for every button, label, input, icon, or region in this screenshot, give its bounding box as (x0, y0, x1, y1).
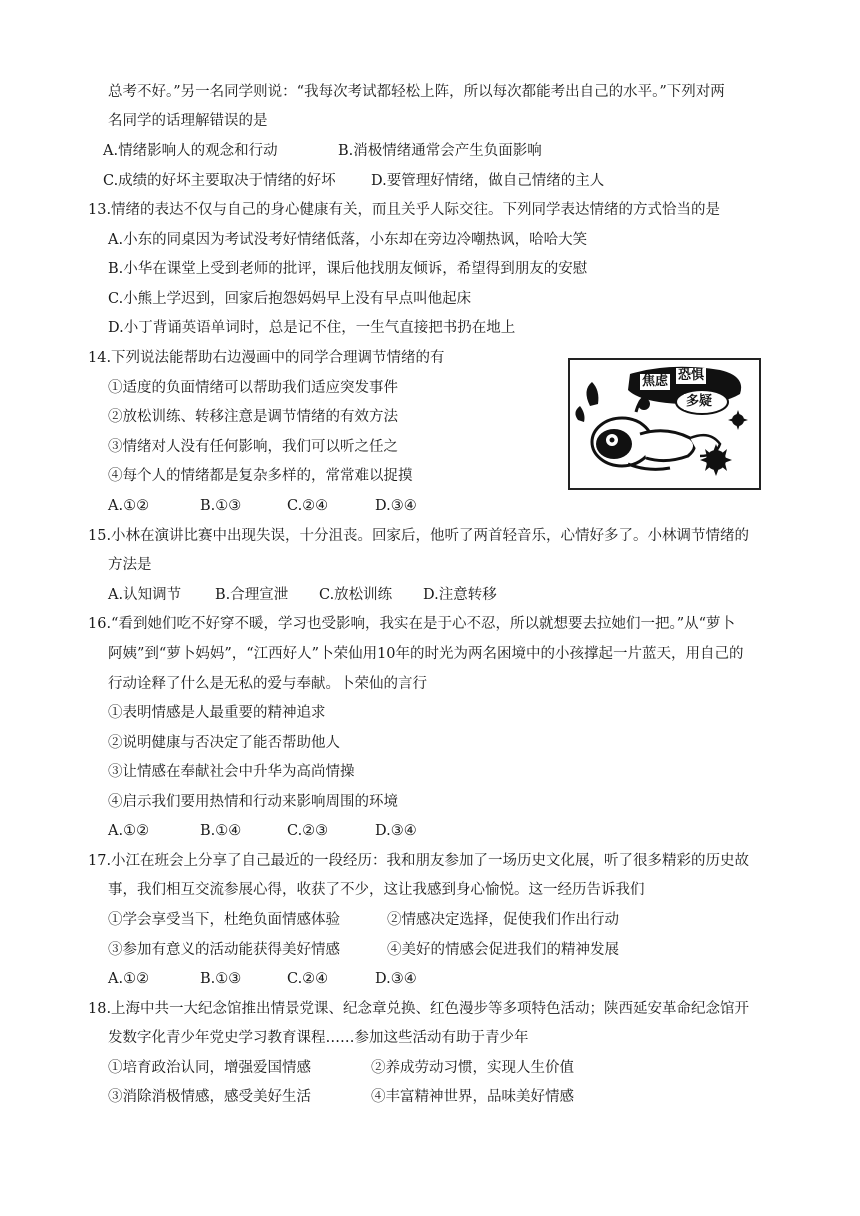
q13-option-d: D.小丁背诵英语单词时，总是记不住，一生气直接把书扔在地上 (108, 320, 516, 336)
q16-item-4: ④启示我们要用热情和行动来影响周围的环境 (108, 794, 398, 810)
q17-item-2: ②情感决定选择，促使我们作出行动 (387, 912, 619, 928)
q12-option-b: B.消极情绪通常会产生负面影响 (338, 143, 542, 159)
q14-cartoon-image (568, 358, 761, 490)
q12-option-a: A.情绪影响人的观念和行动 (103, 143, 278, 159)
q18-items-row-1 (0, 1058, 860, 1078)
q14-options (0, 496, 860, 516)
q14-item-1: ①适度的负面情绪可以帮助我们适应突发事件 (108, 380, 398, 396)
q15-option-d: D.注意转移 (423, 587, 497, 603)
cartoon-label-fear: 恐惧 (678, 368, 705, 383)
q17-items-row-1 (0, 910, 860, 930)
q15-option-c: C.放松训练 (319, 587, 393, 603)
q12-line-1: 总考不好。”另一名同学则说：“我每次考试都轻松上阵，所以每次都能考出自己的水平。”下列对两 (108, 84, 725, 100)
q15-option-b: B.合理宣泄 (215, 587, 289, 603)
q17-item-4: ④美好的情感会促进我们的精神发展 (387, 942, 619, 958)
q17-options (0, 969, 860, 989)
cartoon-label-suspicion: 多疑 (686, 394, 713, 409)
q13-option-b: B.小华在课堂上受到老师的批评，课后他找朋友倾诉，希望得到朋友的安慰 (108, 261, 588, 277)
q14-option-a: A.①② (108, 498, 150, 514)
q18-line-1: 18.上海中共一大纪念馆推出情景党课、纪念章兑换、红色漫步等多项特色活动；陕西延安革命纪念馆开 (88, 1001, 750, 1017)
q14-stem: 14.下列说法能帮助右边漫画中的同学合理调节情绪的有 (88, 350, 445, 366)
q17-items-row-2 (0, 940, 860, 960)
q12-option-c: C.成绩的好坏主要取决于情绪的好坏 (103, 173, 336, 189)
q18-item-2: ②养成劳动习惯，实现人生价值 (371, 1060, 574, 1076)
q16-item-2: ②说明健康与否决定了能否帮助他人 (108, 735, 340, 751)
q18-item-1: ①培育政治认同，增强爱国情感 (108, 1060, 311, 1076)
q14-option-b: B.①③ (200, 498, 242, 514)
q16-option-c: C.②③ (287, 823, 329, 839)
q18-items-row-2 (0, 1087, 860, 1107)
q12-option-d: D.要管理好情绪，做自己情绪的主人 (371, 173, 605, 189)
q17-line-1: 17.小江在班会上分享了自己最近的一段经历：我和朋友参加了一场历史文化展，听了很多精彩的历史故 (88, 853, 750, 869)
q18-line-2: 发数字化青少年党史学习教育课程……参加这些活动有助于青少年 (108, 1030, 529, 1046)
q12-options-row-1 (0, 141, 860, 161)
q18-item-3: ③消除消极情感，感受美好生活 (108, 1089, 311, 1105)
q17-item-3: ③参加有意义的活动能获得美好情感 (108, 942, 340, 958)
q16-line-1: 16.“看到她们吃不好穿不暖，学习也受影响，我实在是于心不忍，所以就想要去拉她们一把。”从“萝卜 (88, 616, 736, 632)
q14-item-2: ②放松训练、转移注意是调节情绪的有效方法 (108, 409, 398, 425)
q17-option-b: B.①③ (200, 971, 242, 987)
q16-item-1: ①表明情感是人最重要的精神追求 (108, 705, 326, 721)
q15-options (0, 585, 860, 605)
q16-item-3: ③让情感在奉献社会中升华为高尚情操 (108, 764, 355, 780)
q17-option-d: D.③④ (375, 971, 417, 987)
q15-option-a: A.认知调节 (108, 587, 182, 603)
q16-line-3: 行动诠释了什么是无私的爱与奉献。卜荣仙的言行 (108, 676, 427, 692)
q15-line-1: 15.小林在演讲比赛中出现失误，十分沮丧。回家后，他听了两首轻音乐，心情好多了。小林调节情绪的 (88, 528, 750, 544)
q15-line-2: 方法是 (108, 557, 152, 573)
q16-line-2: 阿姨”到“萝卜妈妈”，“江西好人”卜荣仙用10年的时光为两名困境中的小孩撑起一片蓝天，用自己的 (108, 646, 744, 662)
q18-item-4: ④丰富精神世界，品味美好情感 (371, 1089, 574, 1105)
q13-stem: 13.情绪的表达不仅与自己的身心健康有关，而且关乎人际交往。下列同学表达情绪的方式恰当的是 (88, 202, 721, 218)
q13-option-c: C.小熊上学迟到，回家后抱怨妈妈早上没有早点叫他起床 (108, 291, 472, 307)
cartoon-label-anxiety: 焦虑 (642, 374, 669, 389)
q14-item-3: ③情绪对人没有任何影响，我们可以听之任之 (108, 439, 398, 455)
q16-option-a: A.①② (108, 823, 150, 839)
q14-item-4: ④每个人的情绪都是复杂多样的，常常难以捉摸 (108, 468, 413, 484)
q17-line-2: 事，我们相互交流参展心得，收获了不少，这让我感到身心愉悦。这一经历告诉我们 (108, 882, 645, 898)
q14-option-d: D.③④ (375, 498, 417, 514)
q16-option-d: D.③④ (375, 823, 417, 839)
q13-option-a: A.小东的同桌因为考试没考好情绪低落，小东却在旁边冷嘲热讽，哈哈大笑 (108, 232, 588, 248)
q17-option-c: C.②④ (287, 971, 329, 987)
q17-item-1: ①学会享受当下，杜绝负面情感体验 (108, 912, 340, 928)
q17-option-a: A.①② (108, 971, 150, 987)
q16-option-b: B.①④ (200, 823, 242, 839)
q14-option-c: C.②④ (287, 498, 329, 514)
q16-options (0, 821, 860, 841)
q12-line-2: 名同学的话理解错误的是 (108, 113, 268, 129)
q12-options-row-2 (0, 171, 860, 191)
